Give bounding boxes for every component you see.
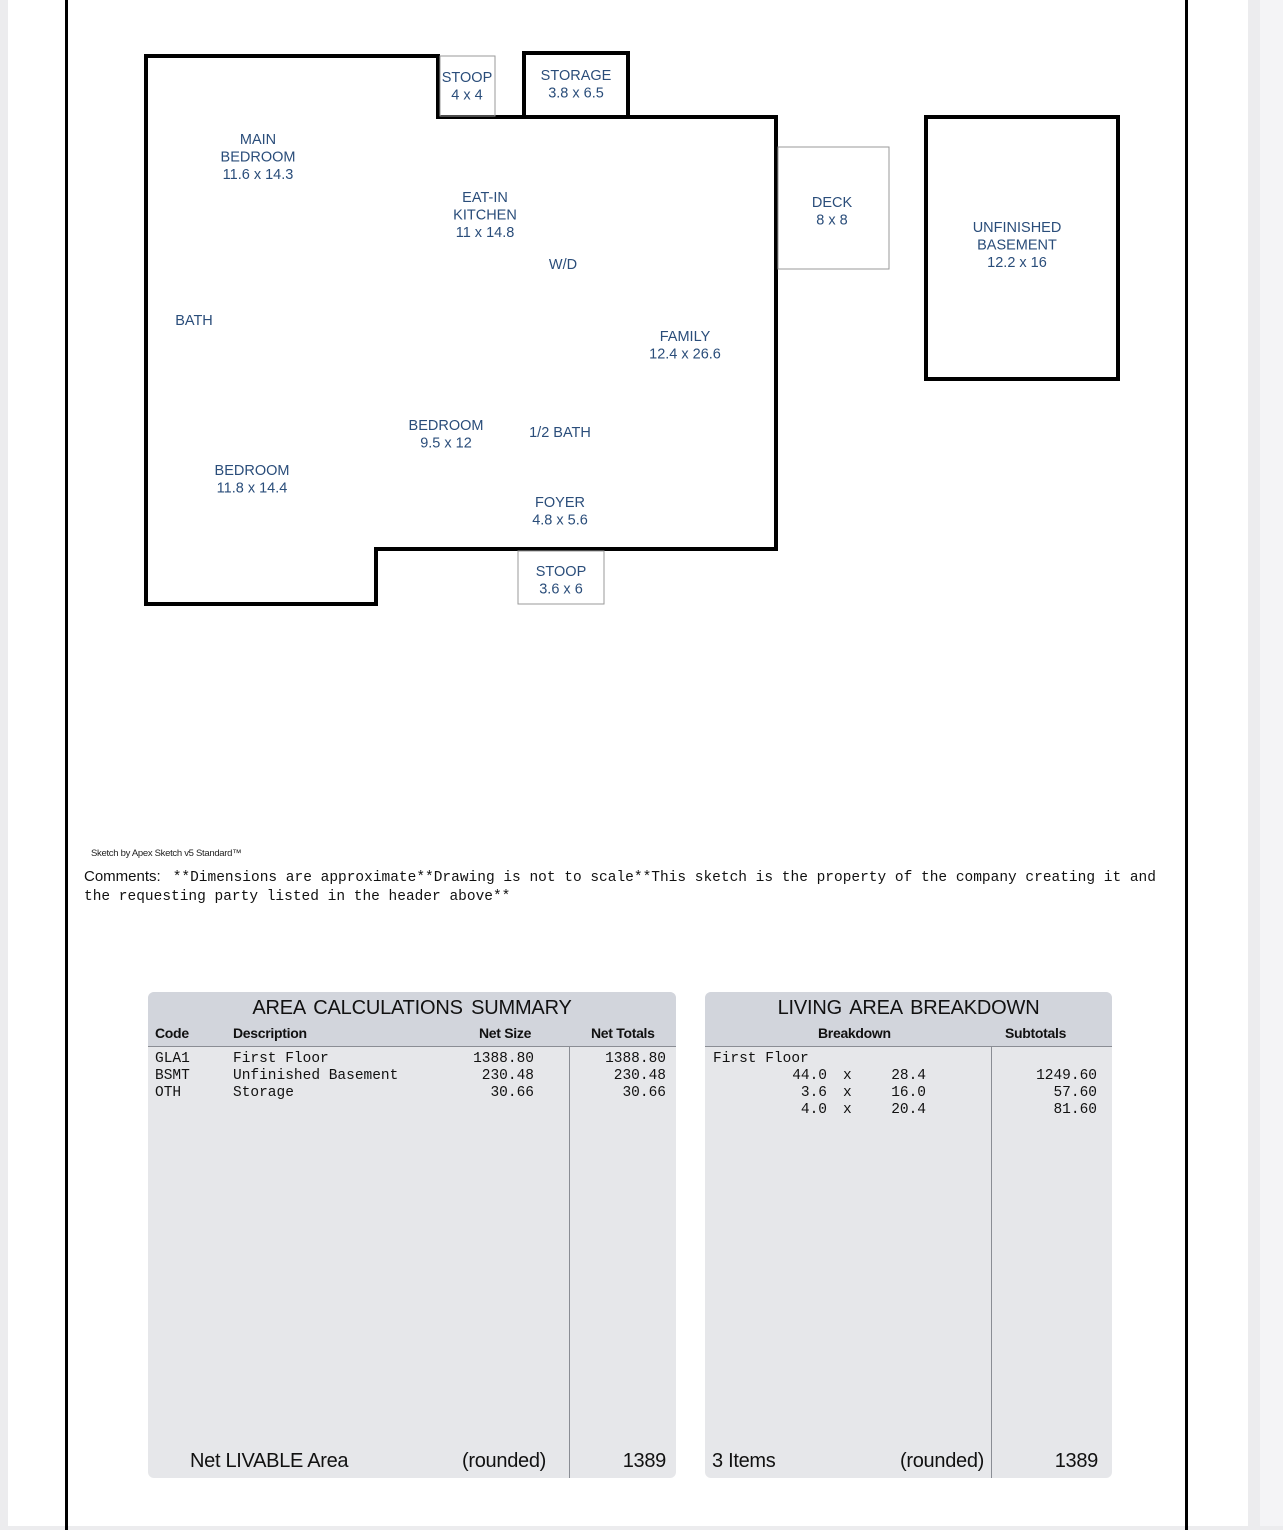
room-label-family: FAMILY 12.4 x 26.6	[649, 329, 721, 363]
table-row	[148, 1051, 676, 1068]
row-net-total: 230.48	[613, 1068, 666, 1084]
breakdown-group	[705, 1051, 1112, 1068]
room-label-wd: W/D	[548, 257, 578, 273]
table-row	[705, 1102, 1112, 1119]
subtotal: 57.60	[1053, 1085, 1097, 1101]
breakdown-total: 1389	[1054, 1450, 1098, 1472]
row-net-size: 1388.80	[473, 1051, 534, 1067]
items-count: 3 Items	[712, 1450, 776, 1472]
room-label-stoop-top: STOOP 4 x 4	[441, 70, 493, 104]
summary-header	[148, 992, 676, 1047]
comments-label: Comments:	[84, 868, 161, 885]
comments-text: **Dimensions are approximate**Drawing is not to scale**This sketch is the property of the company creating it and the requesting party listed in the header above**	[84, 870, 1156, 905]
comments	[84, 868, 1174, 906]
top-stoop-outline	[440, 56, 495, 116]
room-label-foyer: FOYER 4.8 x 5.6	[532, 495, 588, 529]
table-row	[148, 1068, 676, 1085]
room-label-storage: STORAGE 3.8 x 6.5	[540, 68, 612, 102]
multiply-sign: x	[843, 1068, 852, 1084]
room-label-deck: DECK 8 x 8	[811, 195, 853, 229]
row-code: OTH	[155, 1085, 182, 1101]
col-subtotals: Subtotals	[1005, 1025, 1067, 1041]
multiply-sign: x	[843, 1102, 852, 1118]
subtotal: 1249.60	[1036, 1068, 1097, 1084]
breakdown-header	[705, 992, 1112, 1047]
subtotal: 81.60	[1053, 1102, 1097, 1118]
col-net-size: Net Size	[479, 1025, 532, 1041]
room-label-bedroom-mid: BEDROOM 9.5 x 12	[408, 418, 484, 452]
row-net-total: 1388.80	[605, 1051, 666, 1067]
net-livable-value: 1389	[622, 1450, 666, 1472]
row-description: Unfinished Basement	[233, 1068, 399, 1084]
row-description: Storage	[233, 1085, 294, 1101]
table-row	[705, 1085, 1112, 1102]
room-label-kitchen: EAT-IN KITCHEN 11 x 14.8	[453, 190, 517, 241]
row-net-size: 230.48	[481, 1068, 534, 1084]
row-code: BSMT	[155, 1068, 190, 1084]
row-code: GLA1	[155, 1051, 190, 1067]
summary-title: AREA CALCULATIONS SUMMARY	[252, 997, 572, 1019]
net-livable-label: Net LIVABLE Area	[190, 1450, 349, 1472]
row-net-size: 30.66	[490, 1085, 534, 1101]
col-description: Description	[233, 1025, 307, 1041]
rounded-label: (rounded)	[462, 1450, 547, 1472]
table-row	[148, 1085, 676, 1102]
table-row	[705, 1068, 1112, 1085]
room-label-basement: UNFINISHED BASEMENT 12.2 x 16	[972, 220, 1062, 271]
living-area-breakdown	[705, 992, 1112, 1478]
breakdown-title: LIVING AREA BREAKDOWN	[777, 997, 1040, 1019]
multiply-sign: x	[843, 1085, 852, 1101]
dimension-b: 28.4	[891, 1068, 926, 1084]
col-breakdown: Breakdown	[818, 1025, 891, 1041]
col-code: Code	[155, 1025, 189, 1041]
room-label-stoop-bottom: STOOP 3.6 x 6	[535, 564, 587, 598]
room-label-bedroom-left: BEDROOM 11.8 x 14.4	[214, 463, 290, 497]
dimension-b: 16.0	[891, 1085, 926, 1101]
dimension-a: 3.6	[800, 1085, 827, 1101]
dimension-a: 4.0	[800, 1102, 827, 1118]
dimension-b: 20.4	[891, 1102, 926, 1118]
sketch-credit: Sketch by Apex Sketch v5 Standard™	[91, 848, 242, 859]
room-label-main-bedroom: MAIN BEDROOM 11.6 x 14.3	[220, 132, 296, 183]
dimension-a: 44.0	[792, 1068, 827, 1084]
area-calculations-summary	[148, 992, 676, 1478]
row-net-total: 30.66	[622, 1085, 666, 1101]
col-net-totals: Net Totals	[591, 1025, 655, 1041]
group-label: First Floor	[713, 1051, 809, 1067]
room-label-bath: BATH	[175, 313, 213, 329]
rounded-label: (rounded)	[900, 1450, 985, 1472]
room-label-half-bath: 1/2 BATH	[529, 425, 591, 441]
column-divider	[569, 1046, 570, 1478]
row-description: First Floor	[233, 1051, 329, 1067]
